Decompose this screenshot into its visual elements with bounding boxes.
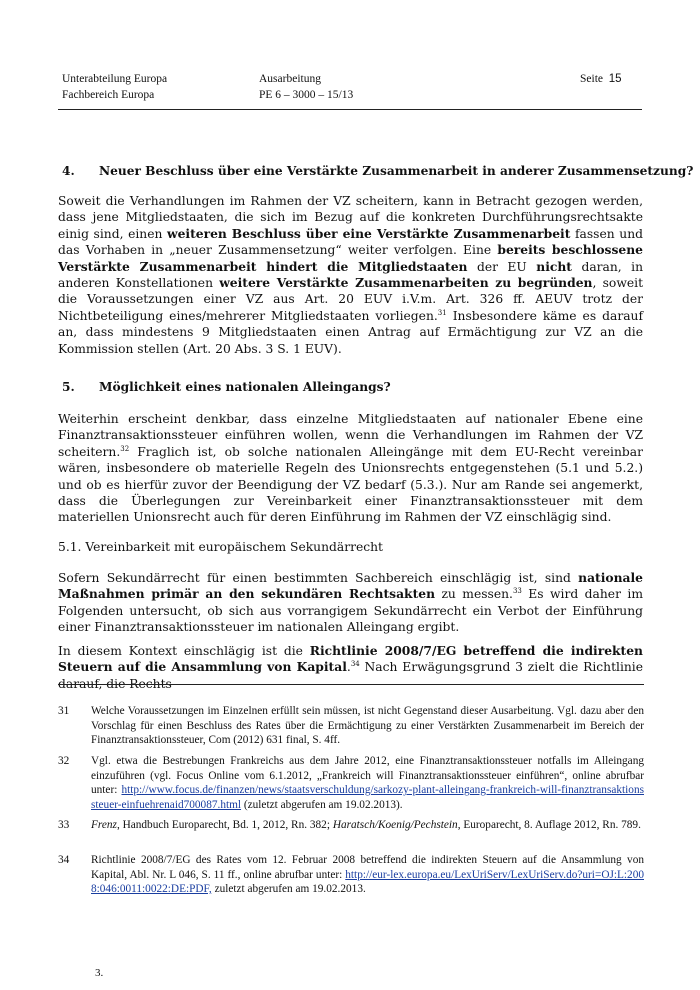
focus-article-link[interactable]: http://www.focus.de/finanzen/news/staatsverschuldung/sarkozy-plant-alleingang-frankreich-will-finanztransaktionssteuer-einfuehrenaid700087.html: [91, 784, 644, 811]
footnote-ref-34[interactable]: 34: [350, 660, 360, 669]
section-5-number: 5.: [62, 380, 75, 394]
footnote-divider: [58, 684, 644, 685]
footnote-text: Welche Voraussetzungen im Einzelnen erfüllt sein müssen, ist nicht Gegenstand dieser Ausarbeitung. Vgl. dazu aber den Vorschlag für einen Beschluss des Rates über die Ermächtigung zu einer Verstärkten Zusammenarbeit im Bereich der Finanztransaktionssteuer, Com (2012) 631 final, S. 4ff.: [91, 705, 644, 746]
header-divider: [58, 109, 642, 110]
footnote-text: zuletzt abgerufen am 19.02.2013.: [211, 883, 366, 895]
emphasis: nicht: [536, 258, 572, 274]
section-4-paragraph: [58, 193, 643, 357]
footnote-31: [58, 704, 644, 748]
emphasis: weiteren Beschluss über eine Verstärkte Zusammenarbeit: [167, 225, 571, 241]
footnote-ref-32[interactable]: 32: [120, 444, 130, 453]
page-footer-number: 3.: [95, 967, 104, 979]
section-5-heading: [62, 380, 391, 394]
footnote-number: 32: [58, 755, 70, 767]
footnote-text: (zuletzt abgerufen am 19.02.2013).: [241, 798, 403, 811]
header-page-number: 15: [608, 73, 622, 85]
header-page: [580, 71, 622, 87]
text: daran, in anderen Konstellationen: [58, 259, 644, 291]
header-page-label: Seite: [580, 73, 603, 85]
text: .: [346, 660, 351, 675]
section-5-title: Möglichkeit eines nationalen Alleingangs?: [99, 380, 391, 394]
text: Weiterhin erscheint denkbar, dass einzelne Mitgliedstaaten auf nationaler Ebene eine Finanztransaktionssteuer einführen wollen, wenn die Verhandlungen im Rahmen der VZ scheitern.: [58, 412, 643, 459]
text: Es wird daher im Folgenden untersucht, ob sich aus vorrangigem Sekundärrecht ein Verbot der Einführung einer Finanztransaktionssteuer im nationalen Alleingang ergibt.: [58, 587, 643, 635]
text: zu messen.: [435, 587, 513, 602]
emphasis: nationale Maßnahmen primär an den sekundären Rechtsakten: [58, 570, 643, 602]
section-5-paragraph: [58, 411, 643, 526]
header-department: [62, 71, 167, 103]
text: Soweit die Verhandlungen im Rahmen der VZ scheitern, kann in Betracht gezogen werden, dass jene Mitgliedstaaten, die sich im Bezug auf die konkreten Durchführungsrechtsakte einig sind, einen: [58, 194, 643, 241]
subsection-5-1-title: 5.1. Vereinbarkeit mit europäischem Sekundärrecht: [58, 540, 384, 554]
header-document-type: Ausarbeitung: [259, 73, 321, 85]
footnote-text: Vgl. etwa die Bestrebungen Frankreichs aus dem Jahre 2012, eine Finanztransaktionssteuer notfalls im Alleingang einzuführen (vgl. Focus Online vom 6.1.2012, „Frankreich will Finanztransaktionssteuer einführen“, online abrufbar unter:: [91, 755, 644, 796]
footnote-34: [58, 853, 644, 897]
text: Sofern Sekundärrecht für einen bestimmten Sachbereich einschlägig ist, sind: [58, 571, 579, 585]
text: , soweit die Voraussetzungen einer VZ aus Art. 20 EUV i.V.m. Art. 326 ff. AEUV trotz der Nichtbeteiligung eines/mehrerer Mitgliedstaaten vorliegen.: [58, 276, 644, 323]
emphasis: bereits beschlossene Verstärkte Zusammenarbeit hindert die Mitgliedstaaten: [58, 242, 643, 274]
emphasis: Richtlinie 2008/7/EG betreffend die indirekten Steuern auf die Ansammlung von Kapital: [58, 643, 643, 675]
author-name: Haratsch/Koenig/Pechstein: [332, 819, 458, 831]
footnote-text: , Europarecht, 8. Auflage 2012, Rn. 789.: [457, 819, 641, 831]
eur-lex-link[interactable]: http://eur-lex.europa.eu/LexUriServ/LexUriServ.do?uri=OJ:L:2008:046:0011:0022:DE:PDF,: [91, 868, 644, 895]
text: der EU: [467, 259, 537, 274]
text: Insbesondere käme es darauf an, dass mindestens 9 Mitgliedstaaten einen Antrag auf Ermächtigung zur VZ an die Kommission stellen (Art. 20 Abs. 3 S. 1 EUV).: [58, 308, 643, 356]
header-document-id: PE 6 – 3000 – 15/13: [259, 89, 354, 101]
subsection-5-1-paragraph-1: [58, 570, 643, 636]
footnote-ref-31[interactable]: 31: [437, 308, 447, 317]
footnote-text: , Handbuch Europarecht, Bd. 1, 2012, Rn. 382;: [116, 819, 333, 831]
header-division: Fachbereich Europa: [62, 89, 155, 101]
footnote-ref-33[interactable]: 33: [512, 587, 522, 596]
footnote-32: [58, 754, 644, 812]
text: fassen und das Vorhaben in „neuer Zusammensetzung“ weiter verfolgen. Eine: [58, 226, 643, 258]
section-4-title: Neuer Beschluss über eine Verstärkte Zusammenarbeit in anderer Zusammensetzung?: [99, 164, 694, 178]
author-name: Frenz: [91, 819, 117, 831]
header-subdivision: Unterabteilung Europa: [62, 73, 168, 85]
footnote-number: 34: [58, 854, 70, 866]
text: Nach Erwägungsgrund 3 zielt die Richtlinie darauf, die Rechts-: [58, 660, 644, 691]
text: In diesem Kontext einschlägig ist die: [58, 644, 310, 658]
text: Fraglich ist, ob solche nationalen Alleingänge mit dem EU-Recht vereinbar wären, insbesondere ob materielle Regeln des Unionsrechts entgegenstehen (5.1 und 5.2.) und ob es hierfür zuvor der Beendigung der VZ bedarf (5.3.). Nur am Rande sei angemerkt, dass die Überlegungen zur Vereinbarkeit einer Finanztransaktionssteuer mit dem materiellen Unionsrecht auch für deren Einführung im Rahmen der VZ einschlägig sind.: [58, 444, 643, 525]
footnote-number: 31: [58, 705, 70, 717]
subsection-5-1-heading: [58, 539, 643, 555]
section-4-heading: [62, 164, 693, 178]
section-4-number: 4.: [62, 164, 75, 178]
footnote-text: Richtlinie 2008/7/EG des Rates vom 12. Februar 2008 betreffend die indirekten Steuern auf die Ansammlung von Kapital, Abl. Nr. L 046, S. 11 ff., online abrufbar unter:: [91, 854, 644, 881]
header-document-info: [259, 71, 353, 103]
emphasis: weitere Verstärkte Zusammenarbeiten zu begründen: [219, 275, 593, 291]
footnote-33: [58, 818, 644, 833]
footnote-number: 33: [58, 819, 70, 831]
